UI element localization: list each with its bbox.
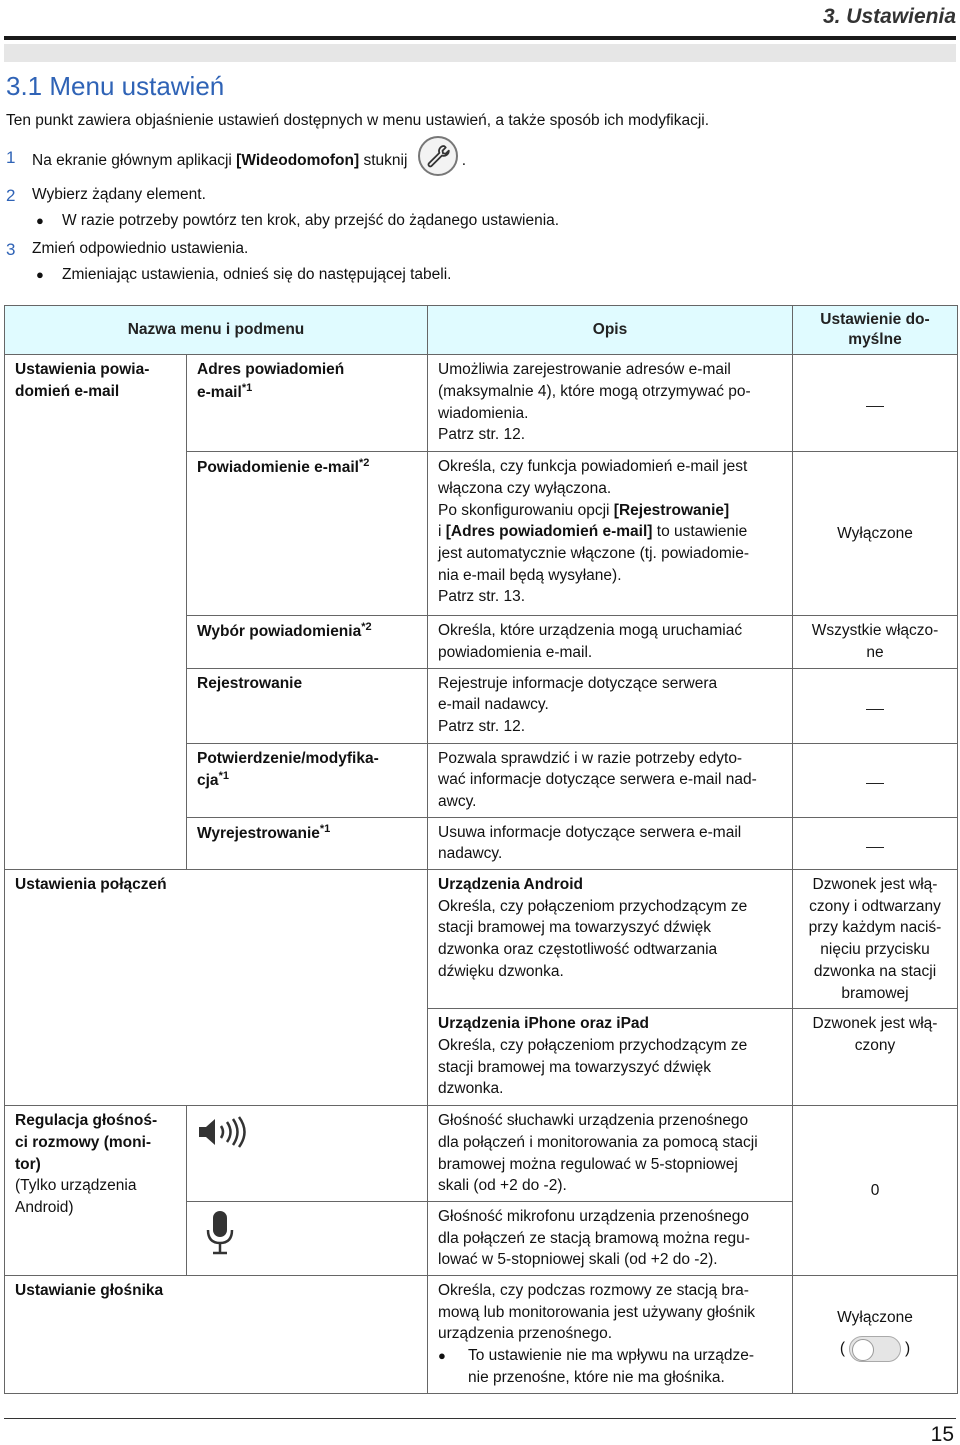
desc-mic-volume: Głośność mikrofonu urządzenia przenośnego dla połączeń ze stacją bramową można regu- lować w 5-stopniowej skali (od +2 do -2). <box>428 1201 793 1275</box>
submenu-register: Rejestrowanie <box>187 668 428 743</box>
header-default: Ustawienie do- myślne <box>793 306 958 355</box>
bullet-dot: ● <box>36 266 44 282</box>
menu-email-notifications: Ustawienia powia- domień e-mail <box>5 355 187 870</box>
desc-unregister: Usuwa informacje dotyczące serwera e-mail nadawcy. <box>428 817 793 869</box>
table-row <box>5 1276 958 1394</box>
step-1 <box>6 146 952 176</box>
submenu-email-notification: Powiadomienie e-mail$^{*2}$ <box>187 452 428 616</box>
step-number: 3 <box>6 239 16 259</box>
desc-notification-select: Określa, które urządzenia mogą uruchamiać powiadomienia e-mail. <box>428 616 793 668</box>
menu-speaker-setting: Ustawianie głośnika <box>5 1276 428 1394</box>
microphone-icon <box>205 1243 235 1260</box>
toggle-switch-icon <box>849 1336 901 1362</box>
submenu-email-address: Adres powiadomień e-mail$^{*1}$ <box>187 355 428 452</box>
table-row <box>5 870 958 1009</box>
default-confirm-modify <box>793 743 958 817</box>
default-email-notification: Wyłączone <box>793 452 958 616</box>
desc-speaker-volume: Głośność słuchawki urządzenia przenośnego dla połączeń i monitorowania za pomocą stacji bramowej można regulować w 5-stopniowej skali (od +2 do -2). <box>428 1106 793 1202</box>
default-notification-select: Wszystkie włączo- ne <box>793 616 958 668</box>
default-email-address <box>793 355 958 452</box>
step-text: Na ekranie głównym aplikacji [Wideodomofon] stuknij . <box>32 146 466 176</box>
steps-list <box>6 146 952 286</box>
default-speaker-setting: Wyłączone ( ) <box>793 1276 958 1394</box>
settings-table <box>4 305 958 1394</box>
step-bullet: ● Zmieniając ustawienia, odnieś się do następującej tabeli. <box>6 264 952 286</box>
submenu-confirm-modify: Potwierdzenie/modyfika- cja$^{*1}$ <box>187 743 428 817</box>
desc-register: Rejestruje informacje dotyczące serwera e-mail nadawcy. Patrz str. 12. <box>428 668 793 743</box>
submenu-unregister: Wyrejestrowanie$^{*1}$ <box>187 817 428 869</box>
table-row <box>5 1106 958 1202</box>
section-title: 3.1 Menu ustawień <box>6 71 225 101</box>
speaker-volume-icon <box>197 1135 247 1152</box>
speaker-volume-cell <box>187 1106 428 1202</box>
bullet-dot: ● <box>36 212 44 228</box>
step-2 <box>6 184 952 208</box>
step-number: 1 <box>6 148 16 167</box>
step-3 <box>6 238 952 262</box>
default-register <box>793 668 958 743</box>
page-number: 15 <box>930 1423 954 1445</box>
table-row <box>5 355 958 452</box>
header-desc: Opis <box>428 306 793 355</box>
header-menu: Nazwa menu i podmenu <box>5 306 428 355</box>
intro-text: Ten punkt zawiera objaśnienie ustawień dostępnych w menu ustawień, a także sposób ich modyfikacji. <box>6 112 710 129</box>
step-text: Wybierz żądany element. <box>32 186 206 203</box>
mic-volume-cell <box>187 1201 428 1275</box>
default-unregister <box>793 817 958 869</box>
chapter-header: 3. Ustawienia <box>822 5 956 28</box>
desc-email-address: Umożliwia zarejestrowanie adresów e-mail (maksymalnie 4), które mogą otrzymywać po- wiadomienia. Patrz str. 12. <box>428 355 793 452</box>
menu-connection-settings: Ustawienia połączeń <box>5 870 428 1106</box>
submenu-notification-select: Wybór powiadomienia$^{*2}$ <box>187 616 428 668</box>
default-android: Dzwonek jest włą- czony i odtwarzany przy każdym naciś- nięciu przycisku dzwonka na stacji bramowej <box>793 870 958 1009</box>
menu-call-volume: Regulacja głośnoś- ci rozmowy (moni- tor) (Tylko urządzenia Android) <box>5 1106 187 1276</box>
step-number: 2 <box>6 186 16 205</box>
default-call-volume: 0 <box>793 1106 958 1276</box>
wrench-icon[interactable] <box>418 136 458 176</box>
desc-confirm-modify: Pozwala sprawdzić i w razie potrzeby edyto- wać informacje dotyczące serwera e-mail nad- awcy. <box>428 743 793 817</box>
desc-iphone: Urządzenia iPhone oraz iPad Określa, czy połączeniom przychodzącym ze stacji bramowej ma towarzyszyć dźwięk dzwonka. <box>428 1009 793 1106</box>
table-header-row <box>5 306 958 355</box>
step-text: Zmień odpowiednio ustawienia. <box>32 239 249 257</box>
default-iphone: Dzwonek jest włą- czony <box>793 1009 958 1106</box>
step-bullet: ● W razie potrzeby powtórz ten krok, aby przejść do żądanego ustawienia. <box>6 210 952 232</box>
header-rule <box>4 36 956 64</box>
desc-speaker-setting: Określa, czy podczas rozmowy ze stacją bra- mową lub monitorowania jest używany głośnik urządzenia przenośnego. ● To ustawienie nie ma wpływu na urządze- nie przenośne, które nie ma głośnika. <box>428 1276 793 1394</box>
desc-email-notification: Określa, czy funkcja powiadomień e-mail jest włączona czy wyłączona. Po skonfigurowaniu opcji [Rejestrowanie] i [Adres powiadomień e-mail] to ustawienie jest automatycznie włączone (tj. powiadomie- nia e-mail będą wysyłane). Patrz str. 13. <box>428 452 793 616</box>
desc-bullet: ● To ustawienie nie ma wpływu na urządze- nie przenośne, które nie ma głośnika. <box>438 1345 782 1388</box>
footer-rule <box>4 1418 956 1419</box>
bullet-dot: ● <box>438 1348 446 1364</box>
desc-android: Urządzenia Android Określa, czy połączeniom przychodzącym ze stacji bramowej ma towarzyszyć dźwięk dzwonka oraz częstotliwość odtwarzania dźwięku dzwonka. <box>428 870 793 1009</box>
